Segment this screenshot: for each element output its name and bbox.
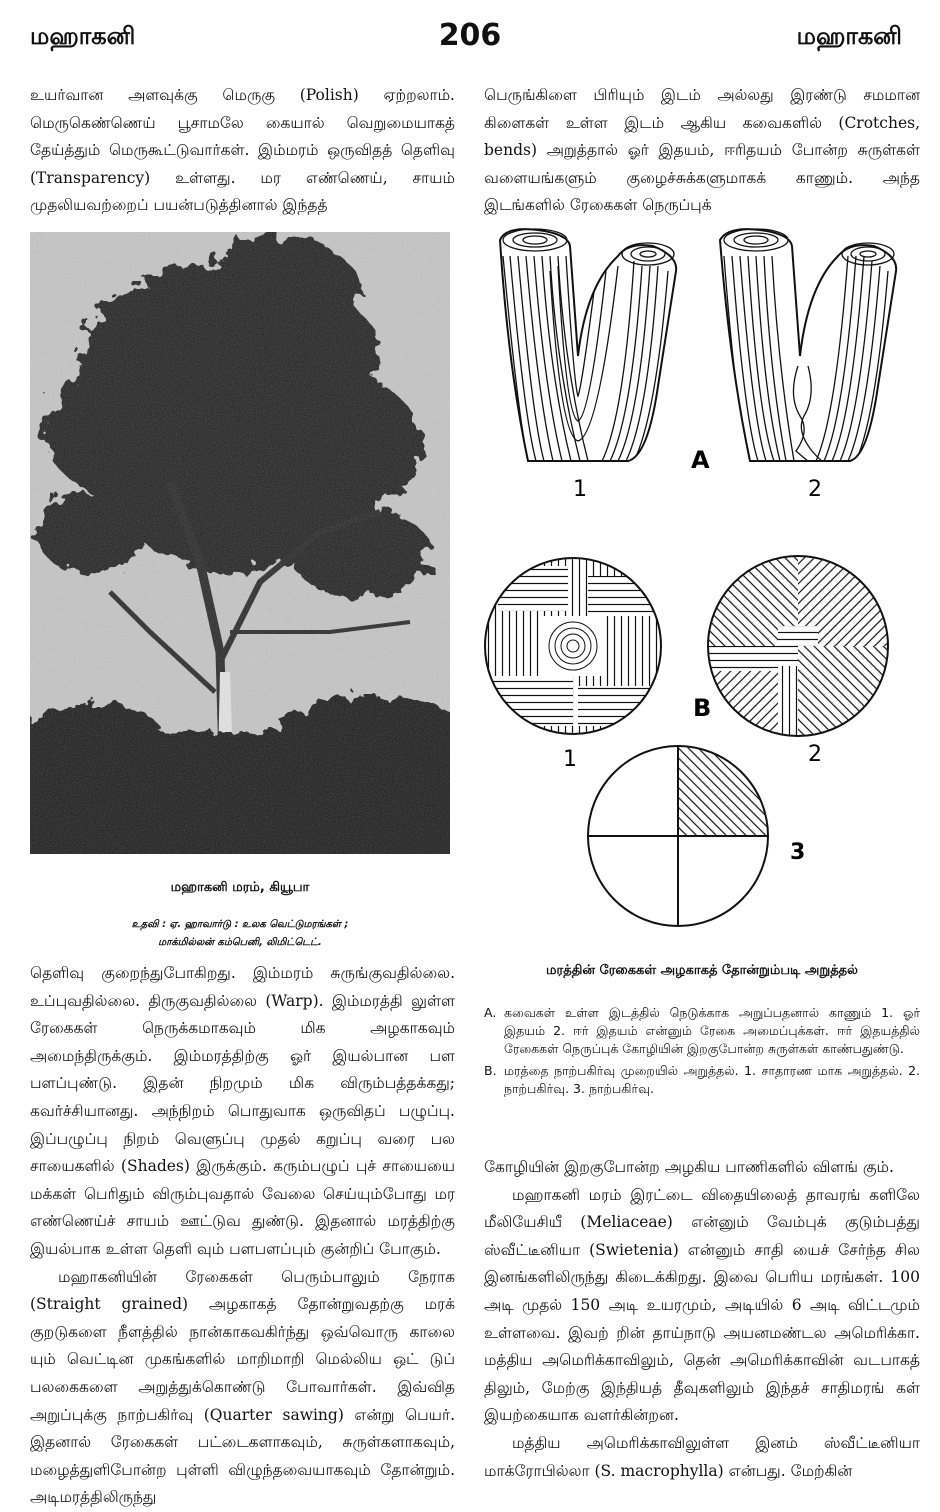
figure-note-A <box>484 1004 920 1058</box>
end-grain-rings <box>503 229 674 265</box>
paragraph: மஹாகனியின் ரேகைகள் பெரும்பாலும் நேராக (Straight grained) அழகாகத் தோன்றுவதற்கு மரக் குறடுகளை நீளத்தில் நான்காகவகிர்ந்து ஒவ்வொரு காலை யும் வெட்டின முகங்களில் மாறிமாறி மெல்லிய ஒட் டுப் பலகைகளை அறுத்துக்கொண்டு போவார்கள். இவ்வித அறுப்புக்கு நாற்பகிர்வு (Quarter sawing) என்று பெயர். இதனால் ரேகைகள் பட்டைகளாகவும், சுருள்களாகவும், மழைத்துளிபோன்ற புள்ளி விழுந்தவையாகவும் தோன்றும். அடிமரத்திலிருந்து <box>30 1267 455 1507</box>
photo-caption: மஹாகனி மரம், கியூபா <box>170 880 310 895</box>
figure-number-3: 3 <box>790 840 806 865</box>
figure-label-B: B <box>693 694 712 722</box>
figure-number-1: 1 <box>563 747 577 772</box>
figure-number-2: 2 <box>808 477 822 502</box>
running-head-right: மஹாகனி <box>796 22 902 50</box>
paragraph: தெளிவு குறைந்துபோகிறது. இம்மரம் சுருங்குவதில்லை. உப்புவதில்லை. திருகுவதில்லை (Warp). இம்மரத்தி லுள்ள ரேகைகள் நெருக்கமாகவும் மிக அழகாகவும் அமைந்திருக்கும். இம்மரத்திற்கு ஓர் இயல்பான பள பளப்புண்டு. இதன் நிறமும் மிக விரும்பத்தக்கது; கவர்ச்சியானது. அந்நிறம் பொதுவாக ஒருவிதப் பழுப்பு. இப்பழுப்பு நிறம் வெளுப்பு முதல் கறுப்பு வரை பல சாயைகளில் (Shades) இருக்கும். கரும்பழுப் புச் சாயையை மக்கள் பெரிதும் விரும்புவதால் வேலை செய்யும்போது மர எண்ணெய்ச் சாயம் ஊட்டுவ துண்டு. இதனால் மரத்திற்கு இயல்பாக உள்ள தெளி வும் பளபளப்பும் குன்றிப் போகும். <box>30 964 455 1258</box>
figure-note-key: B. <box>484 1063 497 1078</box>
quarter-sawn-circle-2 <box>703 551 893 741</box>
mahogany-tree-photo <box>30 232 450 854</box>
right-column-top <box>484 82 920 220</box>
left-column-top <box>30 82 455 220</box>
fork-diagram-2 <box>720 229 896 461</box>
left-column-bottom <box>30 960 455 1512</box>
photo-credit-line: உதவி : ஏ. ஹாவார்டு : உலக வெட்டுமரங்கள் ; <box>131 919 349 930</box>
paragraph: மத்திய அமெரிக்காவிலுள்ள இனம் ஸ்வீட்டீனியா மாக்ரோபில்லா (S. macrophylla) என்பது. மேற்கின் <box>484 1433 920 1480</box>
figure-caption: மரத்தின் ரேகைகள் அழகாகத் தோன்றும்படி அறுத்தல் <box>546 963 858 978</box>
figure-note-key: A. <box>484 1005 497 1020</box>
running-head-left: மஹாகனி <box>30 22 136 50</box>
paragraph: மஹாகனி மரம் இரட்டை விதையிலைத் தாவரங் களிலே மீலியேசியீ (Meliaceae) என்னும் வேம்புக் குடும்பத்து ஸ்வீட்டீனியா (Swietenia) என்னும் சாதி யைச் சேர்ந்த சில இனங்களிலிருந்து கிடைக்கிறது. இவை பெரிய மரங்கள். 100 அடி முதல் 150 அடி உயரமும், அடியில் 6 அடி விட்டமும் உள்ளவை. இவற் றின் தாய்நாடு அயனமண்டல அமெரிக்கா. மத்திய அமெரிக்காவிலும், தென் அமெரிக்காவின் வடபாகத் திலும், மேற்கு இந்தியத் தீவுகளிலும் இந்தச் சாதிமரங் கள் இயற்கையாக வளர்கின்றன. <box>484 1185 920 1425</box>
wood-grain-diagram <box>478 216 930 946</box>
paragraph: கோழியின் இறகுபோன்ற அழகிய பாணிகளில் விளங் கும். <box>484 1158 894 1176</box>
quarter-sawn-circle-3 <box>588 746 773 926</box>
figure-note-B <box>484 1062 920 1098</box>
page-number: 206 <box>438 18 502 53</box>
quarter-sawn-circle-1 <box>478 556 668 746</box>
photo-credit <box>30 916 450 952</box>
figure-notes <box>484 1004 920 1102</box>
fork-diagram-1 <box>500 229 676 461</box>
figure-number-2: 2 <box>808 742 822 767</box>
figure-label-A: A <box>691 446 710 474</box>
paragraph: உயர்வான அளவுக்கு மெருகு (Polish) ஏற்றலாம். மெருகெண்ணெய் பூசாமலே கையால் வெறுமையாகத் தேய்த்தும் மெருகூட்டுவார்கள். இம்மரம் ஒருவிதத் தெளிவு (Transparency) உள்ளது. மர எண்ணெய், சாயம் முதலியவற்றைப் பயன்படுத்தினால் இந்தத் <box>30 86 455 215</box>
end-grain-rings <box>724 229 894 265</box>
right-column-bottom <box>484 1154 920 1485</box>
figure-note-text: கவைகள் உள்ள இடத்தில் நெடுக்காக அறுப்பதனால் காணும் 1. ஓர் இதயம் 2. ஈர் இதயம் என்னும் ரேகை அமைப்புக்கள். ஈர் இதயத்தில் ரேகைகள் நெருப்புக் கோழியின் இறகுபோன்ற சுருள்கள் காண்பதுண்டு. <box>504 1005 920 1056</box>
figure-number-1: 1 <box>573 477 587 502</box>
photo-credit-line: மாக்மில்லன் கம்பெனி, லிமிட்டெட். <box>158 937 322 948</box>
figure-note-text: மரத்தை நாற்பகிர்வு முறையில் அறுத்தல். 1. சாதாரண மாக அறுத்தல். 2. நாற்பகிர்வு. 3. நாற்பகிர்வு. <box>504 1063 920 1096</box>
paragraph: பெருங்கிளை பிரியும் இடம் அல்லது இரண்டு சமமான கிளைகள் உள்ள இடம் ஆகிய கவைகளில் (Crotches, bends) அறுத்தால் ஓர் இதயம், ஈரிதயம் போன்ற சுருள்கள் வளையங்களும் குழைச்சுக்களுமாகக் காணும். அந்த இடங்களில் ரேகைகள் நெருப்புக் <box>484 86 920 215</box>
